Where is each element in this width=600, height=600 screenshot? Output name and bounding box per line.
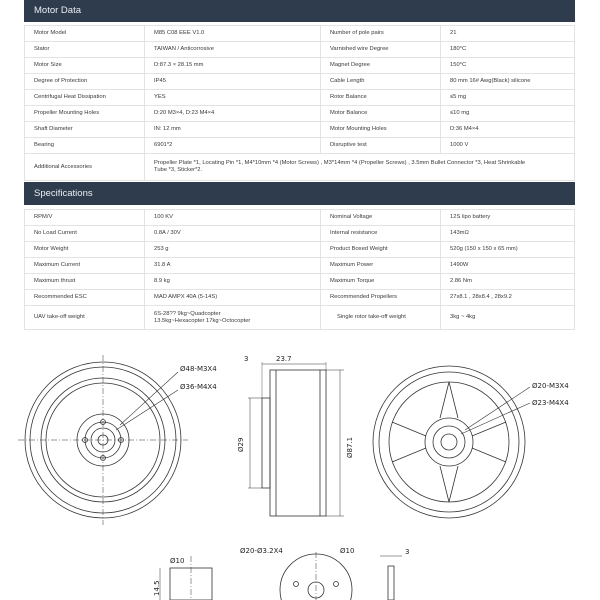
- uav-label: UAV take-off weight: [25, 306, 145, 330]
- spec-label-cell: Bearing: [25, 138, 145, 154]
- spec-value-cell: 100 KV: [145, 210, 321, 226]
- shaft-dia-label: Ø10: [170, 557, 185, 565]
- spec-value-cell: YES: [145, 90, 321, 106]
- spec-value-cell: 31.8 A: [145, 258, 321, 274]
- spec-value-cell: ≤10 mg: [441, 106, 575, 122]
- spec-value-cell: ≤5 mg: [441, 90, 575, 106]
- spec-value-cell: 12S lipo battery: [441, 210, 575, 226]
- accessories-value: Propeller Plate *1, Locating Pin *1, M4*10mm *4 (Motor Screws) , M3*14mm *4 (Propeller Screws) , 3.5mm Bullet Connector *3, Heat Shrinkable Tube *3, Sticker*2.: [145, 154, 575, 181]
- back-hole-label-2: Ø23-M4X4: [532, 399, 569, 407]
- front-view-drawing: [18, 355, 188, 525]
- spec-value-cell: 27x8.1 , 28x8.4 , 28x9.2: [441, 290, 575, 306]
- spec-label-cell: Motor Model: [25, 26, 145, 42]
- plate-center-label: Ø10: [340, 547, 355, 555]
- spec-value-cell: 180°C: [441, 42, 575, 58]
- spec-label-cell: Magnet Degree: [321, 58, 441, 74]
- shaft-height-label: 14.5: [153, 580, 161, 596]
- motor-data-header: Motor Data: [24, 0, 575, 22]
- front-hole-label-2: Ø36-M4X4: [180, 383, 217, 391]
- side-outer-dia-label: Ø87.1: [346, 436, 354, 458]
- spec-label-cell: Stator: [25, 42, 145, 58]
- spec-label-cell: Product Boxed Weight: [321, 242, 441, 258]
- table-row: [25, 226, 575, 242]
- spec-value-cell: IP45: [145, 74, 321, 90]
- motor-data-section: [24, 0, 575, 181]
- spec-value-cell: 253 g: [145, 242, 321, 258]
- spec-value-cell: D:20 M3×4, D:23 M4×4: [145, 106, 321, 122]
- spec-label-cell: Shaft Diameter: [25, 122, 145, 138]
- plate-holes-label: Ø20-Ø3.2X4: [240, 547, 283, 555]
- uav-value-line-1: 6S-28?? 9kg~Quadcopter: [154, 310, 221, 317]
- specifications-header: Specifications: [24, 182, 575, 205]
- accessories-label: Additional Accessories: [25, 154, 145, 181]
- spec-label-cell: Nominal Voltage: [321, 210, 441, 226]
- spec-label-cell: Varnished wire Degree: [321, 42, 441, 58]
- technical-drawings: [0, 340, 600, 600]
- spec-label-cell: Number of pole pairs: [321, 26, 441, 42]
- spec-label-cell: Motor Mounting Holes: [321, 122, 441, 138]
- table-row: [25, 90, 575, 106]
- side-inner-dia-label: Ø29: [237, 437, 245, 452]
- side-width-label: 23.7: [276, 355, 292, 363]
- spec-label-cell: Centrifugal Heat Dissipation: [25, 90, 145, 106]
- table-row: [25, 42, 575, 58]
- spec-label-cell: Motor Balance: [321, 106, 441, 122]
- spec-value-cell: 150°C: [441, 58, 575, 74]
- uav-row: [25, 306, 575, 330]
- spec-label-cell: Internal resistance: [321, 226, 441, 242]
- spec-label-cell: Maximum Torque: [321, 274, 441, 290]
- table-row: [25, 258, 575, 274]
- spec-label-cell: Maximum Current: [25, 258, 145, 274]
- spec-label-cell: Rotor Balance: [321, 90, 441, 106]
- spec-value-cell: 0.8A / 30V: [145, 226, 321, 242]
- table-row: [25, 58, 575, 74]
- front-hole-label-1: Ø48-M3X4: [180, 365, 217, 373]
- spec-value-cell: 21: [441, 26, 575, 42]
- uav-value: [145, 306, 321, 330]
- single-rotor-value: 3kg ~ 4kg: [441, 306, 575, 330]
- spec-label-cell: Propeller Mounting Holes: [25, 106, 145, 122]
- spec-value-cell: 520g (150 x 150 x 65 mm): [441, 242, 575, 258]
- table-row: [25, 26, 575, 42]
- uav-value-line-2: 13.5kg~Hexacopter 17kg~Octocopter: [154, 317, 251, 324]
- specifications-section: [24, 182, 575, 330]
- spec-value-cell: IN: 12 mm: [145, 122, 321, 138]
- side-top-small-label: 3: [244, 355, 249, 363]
- table-row: [25, 242, 575, 258]
- spec-label-cell: Disruptive test: [321, 138, 441, 154]
- spec-label-cell: Cable Length: [321, 74, 441, 90]
- table-row: [25, 74, 575, 90]
- spec-label-cell: Recommended ESC: [25, 290, 145, 306]
- spec-label-cell: Motor Weight: [25, 242, 145, 258]
- side-view-drawing: [248, 362, 344, 516]
- back-view-drawing: [373, 366, 530, 518]
- spec-value-cell: 2.86 Nm: [441, 274, 575, 290]
- spec-value-cell: TAIWAN / Anticorrosive: [145, 42, 321, 58]
- table-row: [25, 138, 575, 154]
- table-row: [25, 290, 575, 306]
- table-row: [25, 122, 575, 138]
- shaft-drawing: [160, 556, 212, 600]
- plate-thickness-label: 3: [405, 548, 410, 556]
- spec-value-cell: 143mΩ: [441, 226, 575, 242]
- spec-label-cell: No Load Current: [25, 226, 145, 242]
- spec-label-cell: Motor Size: [25, 58, 145, 74]
- table-row: [25, 210, 575, 226]
- back-hole-label-1: Ø20-M3X4: [532, 382, 569, 390]
- spec-label-cell: Recommended Propellers: [321, 290, 441, 306]
- spec-value-cell: D:87.3 × 28.15 mm: [145, 58, 321, 74]
- spec-value-cell: 80 mm 16# Awg(Black) silicone: [441, 74, 575, 90]
- spec-label-cell: Maximum Power: [321, 258, 441, 274]
- specifications-table: [24, 209, 575, 330]
- spec-value-cell: D:36 M4×4: [441, 122, 575, 138]
- plate-side-drawing: [380, 556, 402, 600]
- spec-value-cell: 1000 V: [441, 138, 575, 154]
- single-rotor-label: Single rotor take-off weight: [321, 306, 441, 330]
- spec-value-cell: 1490W: [441, 258, 575, 274]
- spec-value-cell: MAD AMPX 40A (5-14S): [145, 290, 321, 306]
- table-row: [25, 274, 575, 290]
- spec-value-cell: M85 C08 EEE V1.0: [145, 26, 321, 42]
- accessories-row: [25, 154, 575, 181]
- spec-label-cell: RPM/V: [25, 210, 145, 226]
- propeller-plate-drawing: [280, 552, 352, 600]
- spec-label-cell: Maximum thrust: [25, 274, 145, 290]
- spec-value-cell: 8.9 kg: [145, 274, 321, 290]
- spec-label-cell: Degree of Protection: [25, 74, 145, 90]
- table-row: [25, 106, 575, 122]
- motor-data-table: [24, 25, 575, 181]
- spec-value-cell: 6901*2: [145, 138, 321, 154]
